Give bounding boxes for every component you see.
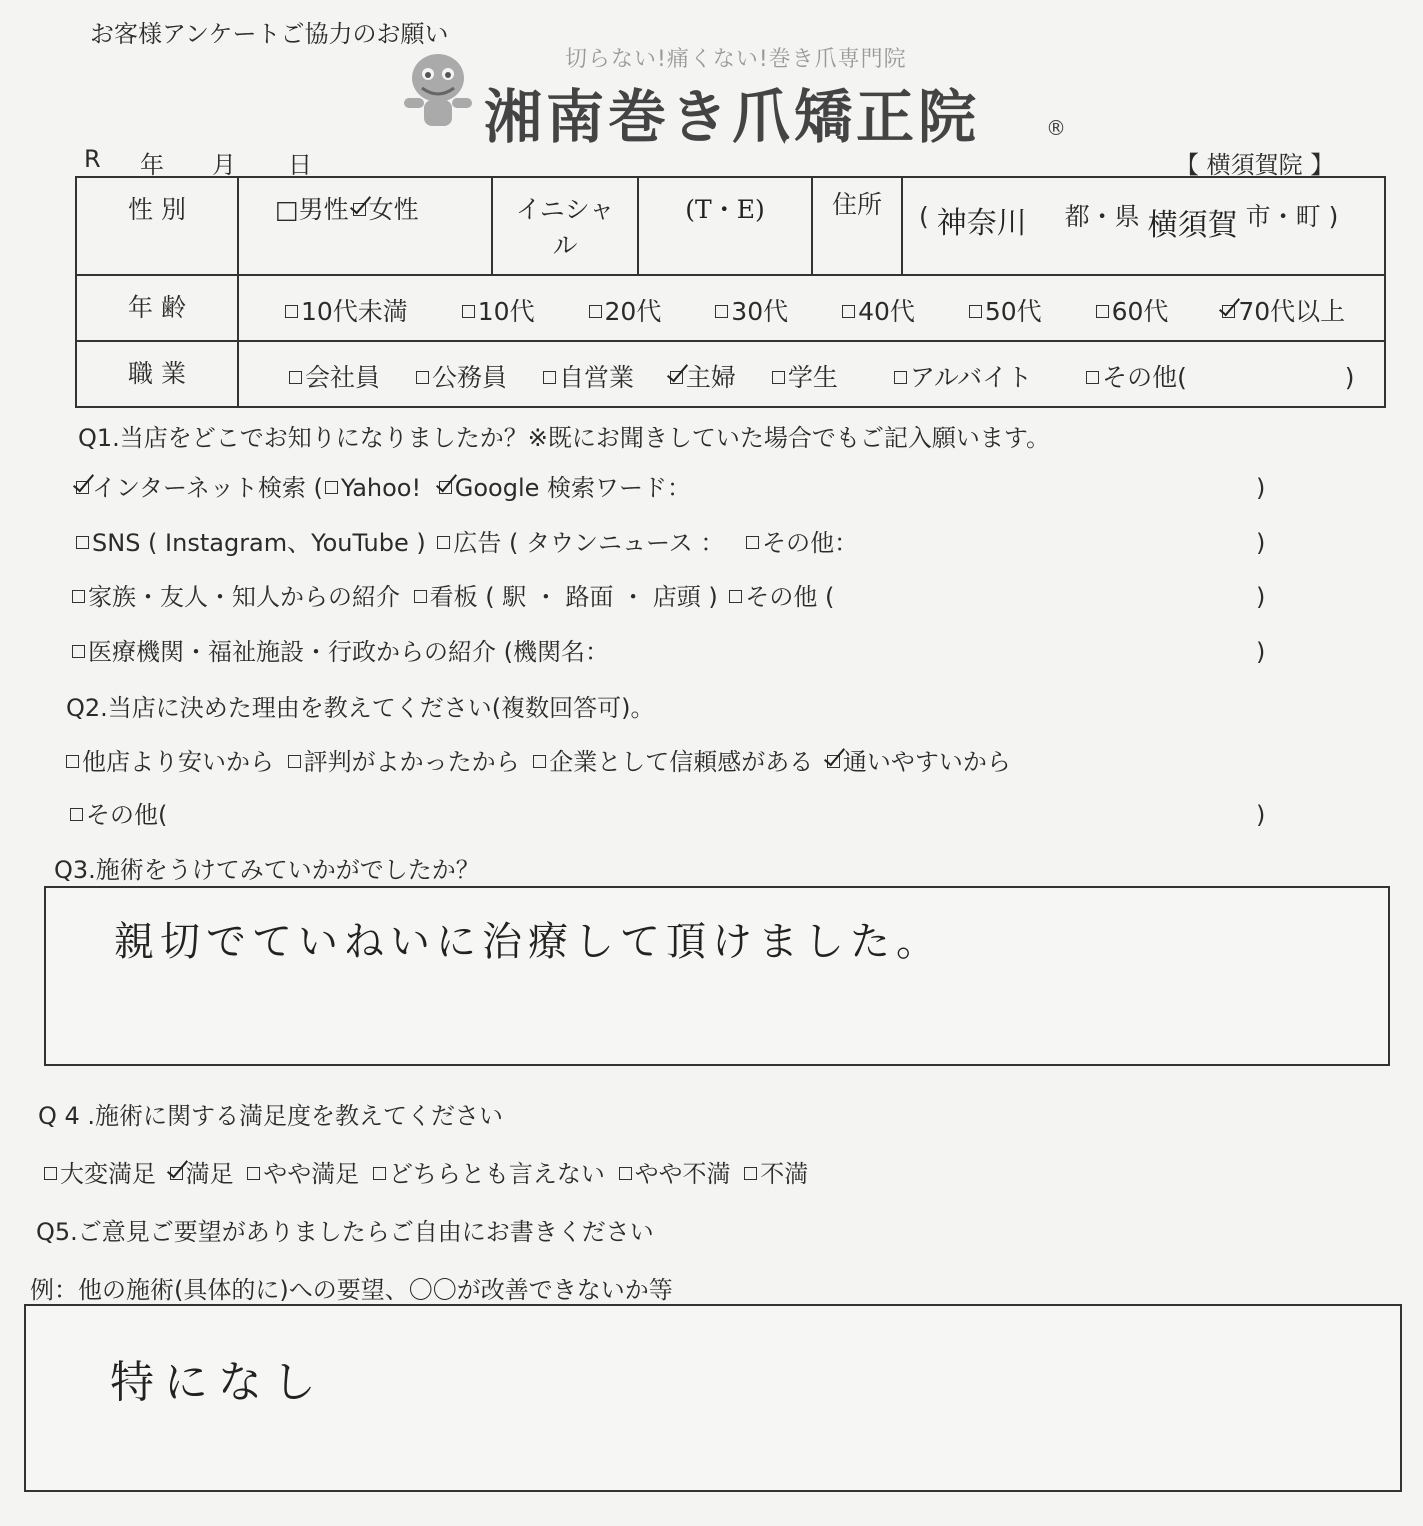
q2-options — [66, 742, 1011, 777]
address-prefecture: 神奈川 — [936, 206, 1027, 241]
checkbox-icon[interactable] — [288, 755, 301, 768]
q4-option-satisfied[interactable]: 満足 — [170, 1160, 234, 1188]
q2-option-trust[interactable]: 企業として信頼感がある — [533, 748, 813, 776]
q3-answer-text: 親切でていねいに治療して頂けました。 — [114, 919, 942, 965]
age-option-40s[interactable]: 40代 — [842, 292, 915, 328]
checkbox-icon[interactable] — [72, 645, 85, 658]
gender-male-option[interactable]: □男性 — [275, 195, 349, 224]
date-month: 月 — [212, 151, 236, 179]
q1-line3-close: ) — [1256, 583, 1266, 611]
q4-option-very-satisfied[interactable]: 大変満足 — [44, 1160, 156, 1188]
checkbox-icon[interactable] — [70, 808, 83, 821]
checkbox-icon[interactable] — [66, 755, 79, 768]
checkbox-icon[interactable] — [894, 371, 907, 384]
checkbox-checked-icon[interactable] — [353, 203, 366, 216]
checkbox-icon[interactable] — [1086, 371, 1099, 384]
address-cell[interactable] — [902, 177, 1385, 275]
initial-value[interactable]: (T・E) — [638, 177, 812, 275]
checkbox-icon[interactable] — [746, 536, 759, 549]
checkbox-icon[interactable] — [619, 1167, 632, 1180]
date-year: 年 — [140, 151, 164, 179]
checkbox-icon[interactable] — [373, 1167, 386, 1180]
registered-mark: ® — [1046, 116, 1066, 140]
checkbox-icon[interactable] — [76, 536, 89, 549]
q2-other-close: ) — [1256, 801, 1266, 829]
address-city: 横須賀 — [1147, 208, 1238, 243]
clinic-tagline: 切らない!痛くない!巻き爪専門院 — [565, 47, 907, 72]
age-option-60s[interactable]: 60代 — [1096, 292, 1169, 328]
checkbox-icon[interactable] — [416, 371, 429, 384]
checkbox-icon[interactable] — [437, 536, 450, 549]
q1-line2-close: ) — [1256, 529, 1266, 557]
age-option-30s[interactable]: 30代 — [715, 292, 788, 328]
age-option-70plus[interactable]: 70代以上 — [1222, 292, 1345, 328]
age-label: 年 齢 — [76, 275, 238, 341]
address-city-suffix: 市・町 — [1245, 202, 1321, 231]
checkbox-icon[interactable] — [715, 305, 728, 318]
job-option-self[interactable]: 自営業 — [543, 358, 634, 394]
q2-other[interactable]: その他( — [70, 795, 167, 830]
q2-option-reputation[interactable]: 評判がよかったから — [288, 748, 520, 776]
age-option-10s[interactable]: 10代 — [462, 292, 535, 328]
address-close: ) — [1328, 202, 1339, 231]
q1-line-medical: 医療機関・福祉施設・行政からの紹介 (機関名： — [72, 632, 609, 667]
checkbox-checked-icon[interactable] — [76, 481, 89, 494]
age-option-50s[interactable]: 50代 — [969, 292, 1042, 328]
gender-female-option: 女性 — [368, 195, 419, 224]
checkbox-icon[interactable] — [325, 481, 338, 494]
checkbox-icon[interactable] — [543, 371, 556, 384]
q4-option-neutral[interactable]: どちらとも言えない — [373, 1160, 605, 1188]
gender-label: 性 別 — [76, 177, 238, 275]
job-options — [238, 341, 1385, 407]
q4-option-somewhat-dissatisfied[interactable]: やや不満 — [619, 1160, 731, 1188]
age-options — [238, 275, 1385, 341]
q1-line-internet: インターネット検索 ( Yahoo! Google 検索ワード： — [76, 468, 691, 503]
checkbox-icon[interactable] — [589, 305, 602, 318]
q1-line-sns: SNS ( Instagram、YouTube ) 広告 ( タウンニュース ： その他： — [76, 523, 858, 558]
checkbox-icon[interactable] — [969, 305, 982, 318]
address-label: 住所 — [812, 177, 902, 275]
q1-line-referral: 家族・友人・知人からの紹介 看板 ( 駅 ・ 路面 ・ 店頭 ) その他 ( — [72, 577, 834, 612]
q4-options — [44, 1154, 808, 1189]
form-title: お客様アンケートご協力のお願い — [90, 20, 449, 48]
q2-option-convenient[interactable]: 通いやすいから — [827, 748, 1011, 776]
clinic-name: 湘南巻き爪矯正院 — [484, 83, 981, 151]
checkbox-icon[interactable] — [72, 590, 85, 603]
checkbox-icon[interactable] — [414, 590, 427, 603]
checkbox-icon[interactable] — [533, 755, 546, 768]
checkbox-icon[interactable] — [729, 590, 742, 603]
q1-line1-close: ) — [1256, 474, 1266, 502]
checkbox-icon[interactable] — [462, 305, 475, 318]
checkbox-checked-icon[interactable] — [439, 481, 452, 494]
job-other-close: ) — [1344, 363, 1355, 392]
age-option-under10[interactable]: 10代未満 — [285, 292, 408, 328]
job-option-homemaker[interactable]: 主婦 — [670, 358, 736, 394]
q5-example: 例：他の施術(具体的に)への要望、〇〇が改善できないか等 — [30, 1276, 673, 1304]
checkbox-checked-icon[interactable] — [827, 755, 840, 768]
date-era: R — [84, 145, 101, 173]
job-option-civil[interactable]: 公務員 — [416, 358, 507, 394]
q5-answer-text: 特になし — [110, 1357, 326, 1408]
q1-line4-close: ) — [1256, 638, 1266, 666]
q2-question: Q2.当店に決めた理由を教えてください(複数回答可)。 — [66, 694, 655, 722]
date-day: 日 — [288, 151, 312, 179]
job-label: 職 業 — [76, 341, 238, 407]
checkbox-icon[interactable] — [1096, 305, 1109, 318]
job-option-parttime[interactable]: アルバイト — [894, 358, 1032, 394]
checkbox-checked-icon[interactable] — [170, 1167, 183, 1180]
branch-name: 【 横須賀院 】 — [1175, 151, 1335, 179]
q4-question: Q 4 .施術に関する満足度を教えてください — [38, 1102, 504, 1130]
initial-label: イニシャル — [492, 177, 638, 275]
checkbox-checked-icon[interactable] — [670, 371, 683, 384]
checkbox-icon[interactable] — [44, 1167, 57, 1180]
q3-answer-box[interactable] — [44, 886, 1390, 1066]
gender-cell — [238, 177, 492, 275]
checkbox-icon[interactable] — [772, 371, 785, 384]
address-pref-suffix: 都・県 — [1064, 202, 1140, 231]
q3-question: Q3.施術をうけてみていかがでしたか？ — [54, 856, 480, 884]
q5-answer-box[interactable] — [24, 1304, 1402, 1492]
mascot-logo — [400, 48, 475, 133]
q5-question: Q5.ご意見ご要望がありましたらご自由にお書きください — [36, 1218, 654, 1246]
job-option-company[interactable]: 会社員 — [289, 358, 380, 394]
q2-option-cheaper[interactable]: 他店より安いから — [66, 748, 274, 776]
job-option-other[interactable]: その他( — [1086, 358, 1187, 394]
q4-option-somewhat-satisfied[interactable]: やや満足 — [247, 1160, 359, 1188]
job-option-student[interactable]: 学生 — [772, 358, 838, 394]
checkbox-checked-icon[interactable] — [1222, 305, 1235, 318]
q4-option-dissatisfied[interactable]: 不満 — [744, 1160, 808, 1188]
checkbox-icon[interactable] — [289, 371, 302, 384]
checkbox-icon[interactable] — [842, 305, 855, 318]
checkbox-icon[interactable] — [247, 1167, 260, 1180]
address-open: ( — [919, 202, 929, 231]
q1-question: Q1.当店をどこでお知りになりましたか？※既にお聞きしていた場合でもご記入願います。 — [78, 424, 1050, 452]
respondent-info-table — [75, 176, 1386, 408]
age-option-20s[interactable]: 20代 — [589, 292, 662, 328]
checkbox-icon[interactable] — [285, 305, 298, 318]
checkbox-icon[interactable] — [744, 1167, 757, 1180]
